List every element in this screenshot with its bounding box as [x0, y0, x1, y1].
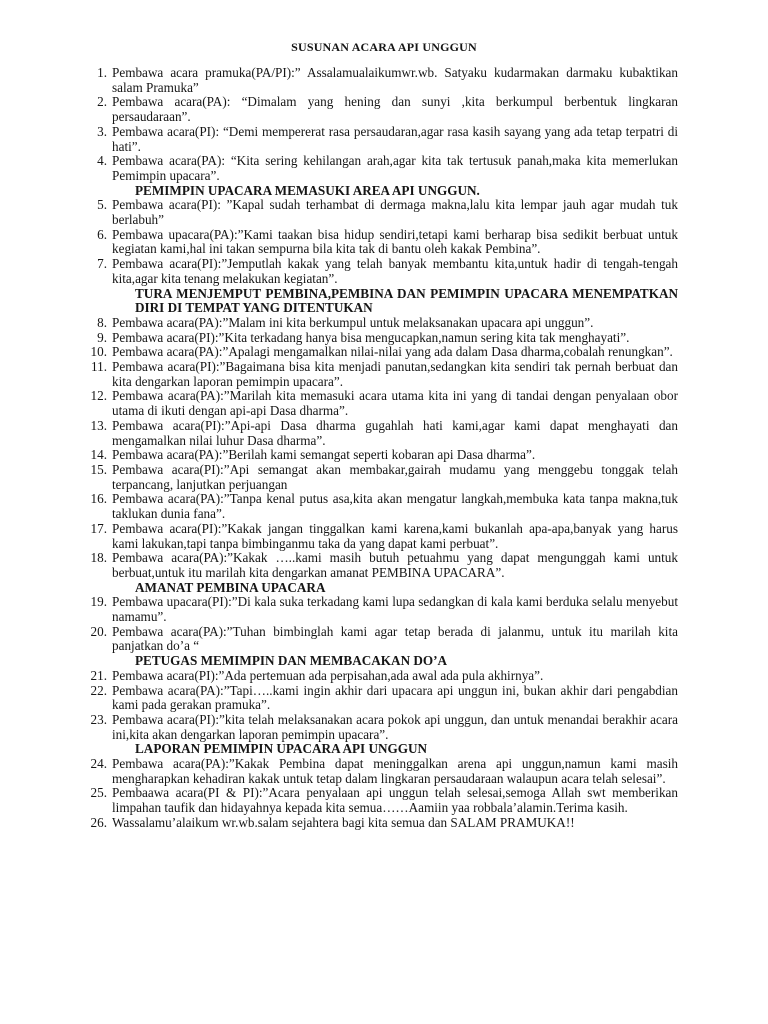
item-number: 3.	[97, 123, 107, 139]
item-number: 7.	[97, 256, 107, 272]
item-number: 26.	[90, 814, 107, 830]
item-number: 8.	[97, 314, 107, 330]
item-number: 22.	[90, 682, 107, 698]
section-heading: AMANAT PEMBINA UPACARA	[135, 579, 326, 595]
list-item	[88, 125, 678, 154]
item-text: Pembawa acara pramuka(PA/PI):” Assalamualaikumwr.wb. Satyaku kudarmakan darmaku kubaktikan salam Pramuka”	[112, 65, 678, 95]
item-number: 16.	[90, 491, 107, 507]
item-number: 9.	[97, 329, 107, 345]
document-body	[88, 66, 678, 831]
list-item	[88, 198, 678, 227]
list-item	[88, 522, 678, 551]
list-item	[88, 684, 678, 713]
list-item	[88, 66, 678, 95]
list-item	[88, 95, 678, 124]
item-text: Wassalamu’alaikum wr.wb.salam sejahtera bagi kita semua dan SALAM PRAMUKA!!	[112, 814, 575, 830]
list-item	[88, 257, 678, 286]
list-item	[88, 154, 678, 183]
item-text: Pembawa acara(PA):”Berilah kami semangat seperti kobaran api Dasa dharma”.	[112, 447, 536, 463]
item-number: 23.	[90, 711, 107, 727]
item-text: Pembawa acara(PA):”Tanpa kenal putus asa,kita akan mengatur langkah,membuka kata tanpa makna,tuk taklukan dunia fana”.	[112, 491, 678, 522]
document-title: SUSUNAN ACARA API UNGGUN	[291, 40, 477, 54]
list-item	[88, 713, 678, 742]
item-text: Pembawa acara(PI):”Api semangat akan membakar,gairah mudamu yang menggebu tonggak telah terpancang, lanjutkan perjuangan	[112, 461, 678, 492]
section-heading: TURA MENJEMPUT PEMBINA,PEMBINA DAN PEMIMPIN UPACARA MENEMPATKAN DIRI DI TEMPAT YANG DITENTUKAN	[135, 285, 678, 316]
item-text: Pembawa acara(PA):”Marilah kita memasuki acara utama kita ini yang di tandai dengan penyalaan obor utama di ikuti dengan api-api Dasa dharma”.	[112, 388, 678, 419]
item-text: Pembawa acara(PA):”Kakak …..kami masih butuh petuahmu yang dapat mengunggah kami untuk berbuat,untuk itu marilah kita dengarkan amanat PEMBINA UPACARA”.	[112, 550, 678, 580]
item-text: Pembawa acara(PI): “Demi mempererat rasa persaudaran,agar rasa kasih sayang yang ada tetap terpatri di hati”.	[112, 123, 678, 154]
item-number: 2.	[97, 94, 107, 110]
list-item	[88, 757, 678, 786]
section-heading: LAPORAN PEMIMPIN UPACARA API UNGGUN	[135, 741, 428, 757]
section-heading: PETUGAS MEMIMPIN DAN MEMBACAKAN DO’A	[135, 653, 448, 669]
list-item	[88, 625, 678, 654]
list-item	[88, 595, 678, 624]
list-item	[88, 419, 678, 448]
item-text: Pembaawa acara(PI & PI):”Acara penyalaan api unggun telah selesai,semoga Allah swt memberikan limpahan taufik dan hidayahnya kepada kita semua……Aamiin yaa robbala’alamin.Terima kasih.	[112, 785, 678, 816]
list-item	[88, 316, 678, 331]
item-text: Pembawa upacara(PA):”Kami taakan bisa hidup sendiri,tetapi kami berharap bisa sedikit berbuat untuk kegiatan kami,hal ini takan sempurna bila kita tak di bantu oleh kakak Pembina”.	[112, 226, 678, 257]
list-item	[88, 463, 678, 492]
list-item	[88, 669, 678, 684]
item-number: 18.	[90, 550, 107, 566]
item-number: 12.	[90, 388, 107, 404]
item-text: Pembawa acara(PI):”Kita terkadang hanya bisa mengucapkan,namun sering kita tak menghayati”.	[112, 329, 630, 345]
list-item	[88, 228, 678, 257]
item-number: 10.	[90, 344, 107, 360]
item-text: Pembawa upacara(PI):”Di kala suka terkadang kami lupa sedangkan di kala kami berduka selalu menyebut namamu”.	[112, 594, 678, 625]
list-item	[88, 345, 678, 360]
item-number: 6.	[97, 226, 107, 242]
list-item	[88, 389, 678, 418]
item-text: Pembawa acara(PA): “Kita sering kehilangan arah,agar kita tak tertusuk panah,maka kita memerlukan Pemimpin upacara”.	[112, 153, 678, 183]
item-number: 14.	[90, 447, 107, 463]
item-number: 25.	[90, 785, 107, 801]
item-number: 21.	[90, 667, 107, 683]
item-text: Pembawa acara(PI): ”Kapal sudah terhambat di dermaga makna,lalu kita lempar jauh agar mudah tuk berlabuh”	[112, 197, 678, 228]
list-item	[88, 551, 678, 580]
item-text: Pembawa acara(PI):”Jemputlah kakak yang telah banyak membantu kita,untuk hadir di tengah-tengah kita,agar kita tenang melakukan kegiatan”.	[112, 256, 678, 286]
item-number: 15.	[90, 461, 107, 477]
item-text: Pembawa acara(PA):”Malam ini kita berkumpul untuk melaksanakan upacara api unggun”.	[112, 314, 594, 330]
list-item	[88, 786, 678, 815]
item-number: 13.	[90, 417, 107, 433]
list-item	[88, 360, 678, 389]
item-text: Pembawa acara(PA):”Kakak Pembina dapat meninggalkan arena api unggun,namun kami masih mengharapkan kehadiran kakak untuk tetap dalam lingkaran persaudaraan walaupun acara telah selesai”.	[112, 756, 678, 786]
item-text: Pembawa acara(PA): “Dimalam yang hening dan sunyi ,kita berkumpul berbentuk lingkaran persaudaraan”.	[112, 94, 678, 125]
item-number: 19.	[90, 594, 107, 610]
item-number: 1.	[97, 65, 107, 80]
item-text: Pembawa acara(PA):”Tuhan bimbinglah kami agar tetap berada di jalanmu, untuk itu marilah kita panjatkan do’a “	[112, 623, 678, 654]
item-number: 24.	[90, 756, 107, 772]
item-text: Pembawa acara(PA):”Apalagi mengamalkan nilai-nilai yang ada dalam Dasa dharma,cobalah renungkan”.	[112, 344, 673, 360]
list-item	[88, 331, 678, 346]
item-text: Pembawa acara(PI):”Bagaimana bisa kita menjadi panutan,sedangkan kita sendiri tak pernah berbuat dan kita dengarkan laporan pemimpin upacara”.	[112, 359, 678, 389]
item-number: 4.	[97, 153, 107, 169]
item-number: 20.	[90, 623, 107, 639]
item-number: 11.	[91, 359, 107, 375]
item-number: 5.	[97, 197, 107, 213]
list-item	[88, 816, 678, 831]
list-item	[88, 448, 678, 463]
item-number: 17.	[90, 520, 107, 536]
item-text: Pembawa acara(PI):”Ada pertemuan ada perpisahan,ada awal ada pula akhirnya”.	[112, 667, 544, 683]
item-text: Pembawa acara(PA):”Tapi…..kami ingin akhir dari upacara api unggun ini, bukan akhir dari pengabdian kami pada gerakan pramuka”.	[112, 682, 678, 713]
section-heading: PEMIMPIN UPACARA MEMASUKI AREA API UNGGUN.	[135, 182, 480, 198]
item-text: Pembawa acara(PI):”kita telah melaksanakan acara pokok api unggun, dan untuk menandai berakhir acara ini,kita akan dengarkan laporan pemimpin upacara”.	[112, 711, 678, 742]
item-text: Pembawa acara(PI):”Kakak jangan tinggalkan kami karena,kami bukanlah apa-apa,banyak yang harus kami lakukan,tapi tanpa bimbinganmu taka da yang dapat kami perbuat”.	[112, 520, 678, 551]
item-text: Pembawa acara(PI):”Api-api Dasa dharma gugahlah hati kami,agar kami dapat menghayati dan mengamalkan nilai luhur Dasa dharma”.	[112, 417, 678, 448]
list-item	[88, 492, 678, 521]
